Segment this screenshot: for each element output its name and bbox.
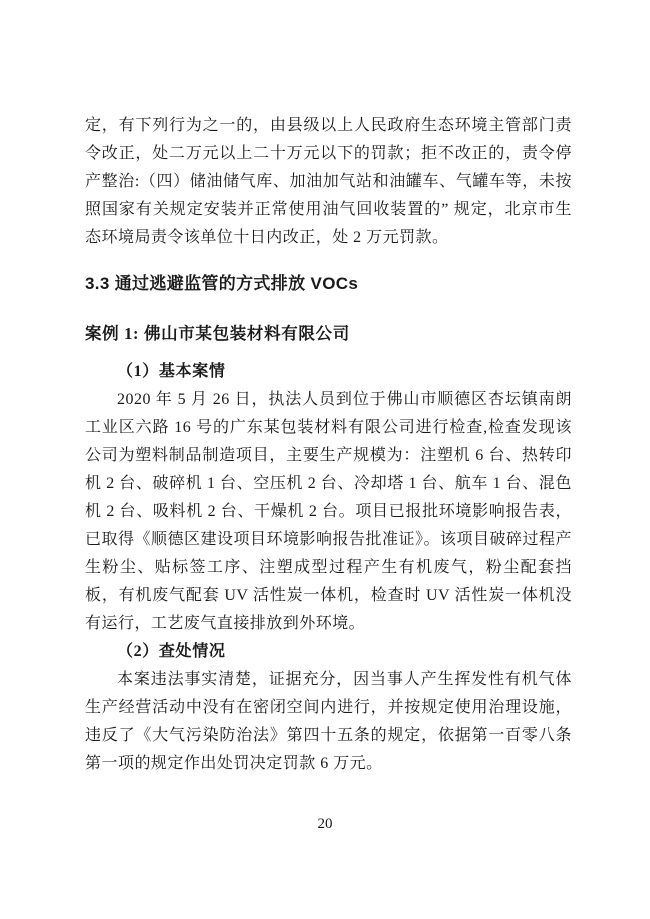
part1-body-paragraph: 2020 年 5 月 26 日，执法人员到位于佛山市顺德区杏坛镇南朗工业区六路 16 号的广东某包装材料有限公司进行检查,检查发现该公司为塑料制品制造项目，主要生产规模为：注塑机 6 台、热转印机 2 台、破碎机 1 台、空压机 2 台、冷却塔 1 台、航车 1 台、混色机 2 台、吸料机 2 台、干燥机 2 台。项目已报批环境影响报告表，已取得《顺德区建设项目环境影响报告批准证》。该项目破碎过程产生粉尘、贴标签工序、注塑成型过程产生有机废气，粉尘配套挡板，有机废气配套 UV 活性炭一体机，检查时 UV 活性炭一体机没有运行，工艺废气直接排放到外环境。 — [85, 391, 572, 632]
page-content — [85, 112, 572, 778]
case-heading: 案例 1: 佛山市某包装材料有限公司 — [85, 324, 350, 343]
part2-body-paragraph: 本案违法事实清楚，证据充分，因当事人产生挥发性有机气体生产经营活动中没有在密闭空间内进行，并按规定使用治理设施，违反了《大气污染防治法》第四十五条的规定，依据第一百零八条第一项的规定作出处罚决定罚款 6 万元。 — [85, 671, 572, 772]
section-heading: 3.3 通过逃避监管的方式排放 VOCs — [85, 274, 359, 293]
continuation-paragraph: 定，有下列行为之一的，由县级以上人民政府生态环境主管部门责令改正，处二万元以上二十万元以下的罚款；拒不改正的，责令停产整治:（四）储油储气库、加油加气站和油罐车、气罐车等，未按照国家有关规定安装并正常使用油气回收装置的” 规定，北京市生态环境局责令该单位十日内改正，处 2 万元罚款。 — [85, 117, 572, 246]
page-number: 20 — [317, 816, 333, 832]
part1-heading: （1）基本案情 — [117, 363, 226, 380]
part2-heading: （2）查处情况 — [117, 643, 226, 660]
